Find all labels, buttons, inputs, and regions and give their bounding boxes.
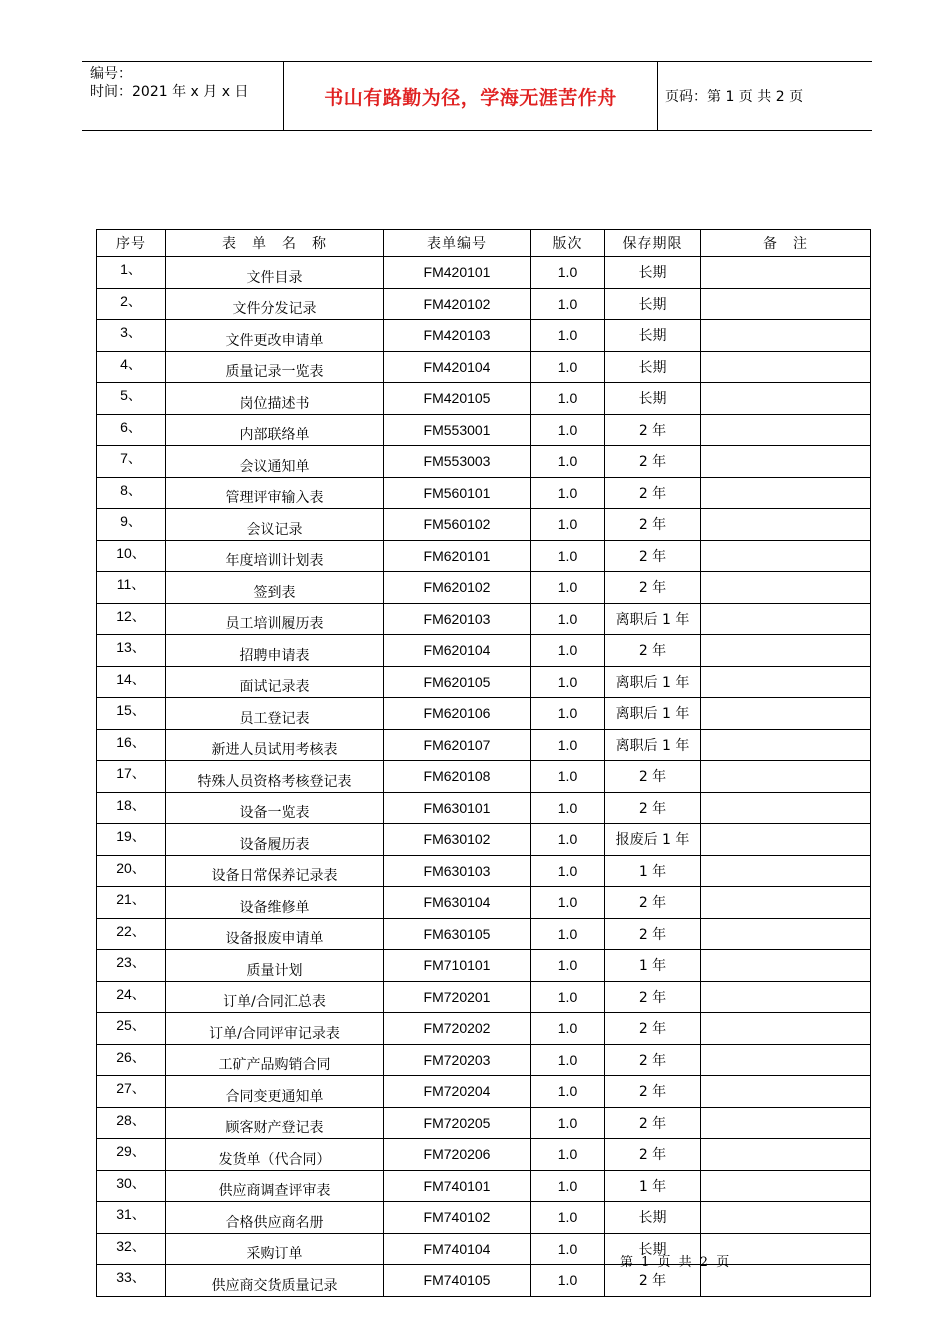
cell-index: 30、 xyxy=(97,1170,166,1202)
cell-remarks xyxy=(701,383,871,415)
cell-retention: 2 年 xyxy=(605,509,701,541)
cell-version: 1.0 xyxy=(531,792,605,824)
cell-remarks xyxy=(701,887,871,919)
cell-form-name: 新进人员试用考核表 xyxy=(166,729,384,761)
cell-version: 1.0 xyxy=(531,950,605,982)
cell-form-name: 设备履历表 xyxy=(166,824,384,856)
cell-index: 17、 xyxy=(97,761,166,793)
table-row xyxy=(97,1013,871,1045)
table-row xyxy=(97,981,871,1013)
cell-remarks xyxy=(701,477,871,509)
cell-form-name: 供应商交货质量记录 xyxy=(166,1265,384,1297)
cell-index: 3、 xyxy=(97,320,166,352)
cell-index: 22、 xyxy=(97,918,166,950)
table-row xyxy=(97,320,871,352)
cell-form-name: 订单/合同评审记录表 xyxy=(166,1013,384,1045)
cell-index: 15、 xyxy=(97,698,166,730)
cell-version: 1.0 xyxy=(531,1076,605,1108)
cell-version: 1.0 xyxy=(531,540,605,572)
cell-remarks xyxy=(701,981,871,1013)
table-row xyxy=(97,698,871,730)
cell-version: 1.0 xyxy=(531,635,605,667)
cell-form-code: FM620108 xyxy=(384,761,531,793)
cell-form-name: 招聘申请表 xyxy=(166,635,384,667)
cell-remarks xyxy=(701,540,871,572)
cell-form-code: FM720205 xyxy=(384,1107,531,1139)
cell-remarks xyxy=(701,635,871,667)
cell-index: 8、 xyxy=(97,477,166,509)
cell-form-code: FM710101 xyxy=(384,950,531,982)
col-header-index: 序号 xyxy=(97,230,166,257)
cell-form-code: FM620104 xyxy=(384,635,531,667)
table-row xyxy=(97,918,871,950)
cell-version: 1.0 xyxy=(531,603,605,635)
cell-remarks xyxy=(701,1076,871,1108)
cell-form-code: FM560102 xyxy=(384,509,531,541)
cell-retention: 2 年 xyxy=(605,1044,701,1076)
cell-version: 1.0 xyxy=(531,824,605,856)
cell-form-code: FM620102 xyxy=(384,572,531,604)
cell-version: 1.0 xyxy=(531,351,605,383)
cell-remarks xyxy=(701,446,871,478)
cell-retention: 2 年 xyxy=(605,1139,701,1171)
table-row xyxy=(97,572,871,604)
cell-version: 1.0 xyxy=(531,288,605,320)
cell-remarks xyxy=(701,288,871,320)
cell-retention: 2 年 xyxy=(605,1013,701,1045)
cell-form-name: 顾客财产登记表 xyxy=(166,1107,384,1139)
cell-form-code: FM740101 xyxy=(384,1170,531,1202)
cell-form-name: 内部联络单 xyxy=(166,414,384,446)
header-page-info: 页码：第 1 页 共 2 页 xyxy=(665,89,804,105)
cell-version: 1.0 xyxy=(531,729,605,761)
cell-remarks xyxy=(701,509,871,541)
cell-form-name: 合同变更通知单 xyxy=(166,1076,384,1108)
cell-index: 10、 xyxy=(97,540,166,572)
header-motto: 书山有路勤为径，学海无涯苦作舟 xyxy=(324,86,617,109)
cell-index: 5、 xyxy=(97,383,166,415)
table-row xyxy=(97,1170,871,1202)
table-row xyxy=(97,855,871,887)
cell-remarks xyxy=(701,1107,871,1139)
cell-version: 1.0 xyxy=(531,1170,605,1202)
cell-index: 12、 xyxy=(97,603,166,635)
cell-remarks xyxy=(701,855,871,887)
table-row xyxy=(97,1076,871,1108)
cell-version: 1.0 xyxy=(531,414,605,446)
cell-remarks xyxy=(701,320,871,352)
cell-index: 4、 xyxy=(97,351,166,383)
cell-index: 7、 xyxy=(97,446,166,478)
table-row xyxy=(97,950,871,982)
table-body xyxy=(97,257,871,1297)
cell-form-name: 岗位描述书 xyxy=(166,383,384,415)
cell-version: 1.0 xyxy=(531,383,605,415)
table-row xyxy=(97,257,871,289)
cell-index: 33、 xyxy=(97,1265,166,1297)
cell-form-name: 员工登记表 xyxy=(166,698,384,730)
cell-form-name: 文件分发记录 xyxy=(166,288,384,320)
cell-index: 19、 xyxy=(97,824,166,856)
page-footer: 第 1 页 共 2 页 xyxy=(620,1255,730,1270)
table-row xyxy=(97,603,871,635)
cell-form-code: FM620105 xyxy=(384,666,531,698)
cell-retention: 离职后 1 年 xyxy=(605,698,701,730)
cell-form-code: FM740102 xyxy=(384,1202,531,1234)
cell-form-name: 采购订单 xyxy=(166,1233,384,1265)
table-row xyxy=(97,792,871,824)
cell-index: 29、 xyxy=(97,1139,166,1171)
cell-form-code: FM630104 xyxy=(384,887,531,919)
cell-form-name: 工矿产品购销合同 xyxy=(166,1044,384,1076)
cell-remarks xyxy=(701,572,871,604)
cell-version: 1.0 xyxy=(531,572,605,604)
cell-version: 1.0 xyxy=(531,1107,605,1139)
cell-retention: 长期 xyxy=(605,320,701,352)
cell-index: 16、 xyxy=(97,729,166,761)
cell-form-code: FM720206 xyxy=(384,1139,531,1171)
cell-form-name: 年度培训计划表 xyxy=(166,540,384,572)
cell-form-code: FM740105 xyxy=(384,1265,531,1297)
cell-retention: 2 年 xyxy=(605,635,701,667)
table-row xyxy=(97,509,871,541)
cell-retention: 2 年 xyxy=(605,477,701,509)
cell-retention: 2 年 xyxy=(605,761,701,793)
table-row xyxy=(97,635,871,667)
cell-index: 2、 xyxy=(97,288,166,320)
cell-form-name: 发货单（代合同） xyxy=(166,1139,384,1171)
cell-form-code: FM420104 xyxy=(384,351,531,383)
table-row xyxy=(97,761,871,793)
cell-remarks xyxy=(701,792,871,824)
table-row xyxy=(97,351,871,383)
cell-version: 1.0 xyxy=(531,477,605,509)
cell-retention: 长期 xyxy=(605,257,701,289)
cell-index: 26、 xyxy=(97,1044,166,1076)
table-row xyxy=(97,1233,871,1265)
cell-retention: 离职后 1 年 xyxy=(605,729,701,761)
cell-form-code: FM630101 xyxy=(384,792,531,824)
cell-remarks xyxy=(701,257,871,289)
col-header-code: 表单编号 xyxy=(384,230,531,257)
cell-remarks xyxy=(701,1202,871,1234)
table-row xyxy=(97,1139,871,1171)
cell-retention: 2 年 xyxy=(605,887,701,919)
cell-retention: 2 年 xyxy=(605,1265,701,1297)
cell-form-name: 订单/合同汇总表 xyxy=(166,981,384,1013)
cell-retention: 1 年 xyxy=(605,1170,701,1202)
header-meta xyxy=(90,65,285,101)
cell-form-name: 文件目录 xyxy=(166,257,384,289)
cell-form-code: FM620101 xyxy=(384,540,531,572)
cell-form-code: FM560101 xyxy=(384,477,531,509)
table-row xyxy=(97,288,871,320)
cell-retention: 2 年 xyxy=(605,446,701,478)
cell-remarks xyxy=(701,1139,871,1171)
cell-version: 1.0 xyxy=(531,666,605,698)
cell-retention: 长期 xyxy=(605,1202,701,1234)
col-header-name: 表 单 名 称 xyxy=(166,230,384,257)
cell-form-code: FM553001 xyxy=(384,414,531,446)
cell-form-name: 员工培训履历表 xyxy=(166,603,384,635)
cell-version: 1.0 xyxy=(531,887,605,919)
col-header-retention: 保存期限 xyxy=(605,230,701,257)
cell-form-name: 会议通知单 xyxy=(166,446,384,478)
cell-form-code: FM420103 xyxy=(384,320,531,352)
col-header-version: 版次 xyxy=(531,230,605,257)
cell-retention: 2 年 xyxy=(605,572,701,604)
table-row xyxy=(97,824,871,856)
cell-form-code: FM720202 xyxy=(384,1013,531,1045)
cell-index: 14、 xyxy=(97,666,166,698)
cell-index: 21、 xyxy=(97,887,166,919)
cell-version: 1.0 xyxy=(531,1202,605,1234)
cell-version: 1.0 xyxy=(531,1265,605,1297)
cell-retention: 长期 xyxy=(605,1233,701,1265)
cell-version: 1.0 xyxy=(531,257,605,289)
cell-version: 1.0 xyxy=(531,918,605,950)
cell-version: 1.0 xyxy=(531,761,605,793)
table-row xyxy=(97,1044,871,1076)
cell-version: 1.0 xyxy=(531,1233,605,1265)
cell-retention: 1 年 xyxy=(605,855,701,887)
cell-retention: 2 年 xyxy=(605,414,701,446)
cell-remarks xyxy=(701,603,871,635)
cell-form-code: FM420102 xyxy=(384,288,531,320)
cell-form-code: FM420101 xyxy=(384,257,531,289)
cell-form-code: FM620106 xyxy=(384,698,531,730)
cell-form-name: 合格供应商名册 xyxy=(166,1202,384,1234)
cell-version: 1.0 xyxy=(531,509,605,541)
cell-retention: 长期 xyxy=(605,288,701,320)
header-divider xyxy=(657,62,658,130)
cell-retention: 报废后 1 年 xyxy=(605,824,701,856)
cell-remarks xyxy=(701,824,871,856)
table-row xyxy=(97,1107,871,1139)
cell-index: 31、 xyxy=(97,1202,166,1234)
col-header-remarks: 备 注 xyxy=(701,230,871,257)
table-header-row xyxy=(97,230,871,257)
cell-remarks xyxy=(701,414,871,446)
cell-version: 1.0 xyxy=(531,855,605,887)
cell-remarks xyxy=(701,351,871,383)
table-row xyxy=(97,1265,871,1297)
cell-form-name: 设备日常保养记录表 xyxy=(166,855,384,887)
cell-retention: 2 年 xyxy=(605,792,701,824)
records-table xyxy=(96,229,871,1297)
cell-form-code: FM620107 xyxy=(384,729,531,761)
cell-form-name: 特殊人员资格考核登记表 xyxy=(166,761,384,793)
cell-form-name: 面试记录表 xyxy=(166,666,384,698)
cell-form-name: 供应商调查评审表 xyxy=(166,1170,384,1202)
cell-retention: 2 年 xyxy=(605,1076,701,1108)
cell-index: 20、 xyxy=(97,855,166,887)
table-row xyxy=(97,383,871,415)
cell-index: 28、 xyxy=(97,1107,166,1139)
cell-form-name: 设备报废申请单 xyxy=(166,918,384,950)
cell-form-code: FM630105 xyxy=(384,918,531,950)
cell-index: 27、 xyxy=(97,1076,166,1108)
cell-version: 1.0 xyxy=(531,446,605,478)
cell-form-name: 管理评审输入表 xyxy=(166,477,384,509)
cell-index: 13、 xyxy=(97,635,166,667)
table-row xyxy=(97,446,871,478)
cell-retention: 长期 xyxy=(605,351,701,383)
cell-index: 24、 xyxy=(97,981,166,1013)
cell-remarks xyxy=(701,950,871,982)
cell-version: 1.0 xyxy=(531,1044,605,1076)
cell-form-code: FM720204 xyxy=(384,1076,531,1108)
cell-form-name: 设备维修单 xyxy=(166,887,384,919)
cell-remarks xyxy=(701,698,871,730)
cell-version: 1.0 xyxy=(531,1139,605,1171)
cell-index: 23、 xyxy=(97,950,166,982)
cell-version: 1.0 xyxy=(531,320,605,352)
cell-remarks xyxy=(701,761,871,793)
cell-version: 1.0 xyxy=(531,1013,605,1045)
time-label: 时间：2021 年 x 月 x 日 xyxy=(90,84,249,100)
cell-index: 9、 xyxy=(97,509,166,541)
cell-remarks xyxy=(701,1044,871,1076)
cell-form-name: 设备一览表 xyxy=(166,792,384,824)
cell-form-code: FM630103 xyxy=(384,855,531,887)
cell-form-code: FM620103 xyxy=(384,603,531,635)
cell-version: 1.0 xyxy=(531,698,605,730)
table-row xyxy=(97,666,871,698)
cell-remarks xyxy=(701,918,871,950)
cell-index: 25、 xyxy=(97,1013,166,1045)
cell-form-code: FM553003 xyxy=(384,446,531,478)
cell-form-name: 文件更改申请单 xyxy=(166,320,384,352)
cell-remarks xyxy=(701,1170,871,1202)
cell-form-name: 质量计划 xyxy=(166,950,384,982)
cell-retention: 2 年 xyxy=(605,918,701,950)
cell-index: 6、 xyxy=(97,414,166,446)
table-row xyxy=(97,887,871,919)
cell-remarks xyxy=(701,1013,871,1045)
cell-form-name: 会议记录 xyxy=(166,509,384,541)
cell-retention: 长期 xyxy=(605,383,701,415)
table-row xyxy=(97,729,871,761)
table-row xyxy=(97,1202,871,1234)
cell-form-name: 质量记录一览表 xyxy=(166,351,384,383)
cell-retention: 2 年 xyxy=(605,981,701,1013)
page-header xyxy=(82,61,872,131)
cell-form-code: FM630102 xyxy=(384,824,531,856)
cell-index: 18、 xyxy=(97,792,166,824)
cell-form-code: FM420105 xyxy=(384,383,531,415)
cell-form-code: FM740104 xyxy=(384,1233,531,1265)
serial-label: 编号： xyxy=(90,66,132,82)
table-row xyxy=(97,414,871,446)
table-row xyxy=(97,540,871,572)
table-row xyxy=(97,477,871,509)
cell-form-name: 签到表 xyxy=(166,572,384,604)
cell-retention: 离职后 1 年 xyxy=(605,603,701,635)
cell-retention: 1 年 xyxy=(605,950,701,982)
cell-form-code: FM720201 xyxy=(384,981,531,1013)
cell-index: 32、 xyxy=(97,1233,166,1265)
cell-remarks xyxy=(701,729,871,761)
cell-retention: 2 年 xyxy=(605,1107,701,1139)
cell-retention: 2 年 xyxy=(605,540,701,572)
cell-index: 1、 xyxy=(97,257,166,289)
cell-index: 11、 xyxy=(97,572,166,604)
cell-retention: 离职后 1 年 xyxy=(605,666,701,698)
cell-version: 1.0 xyxy=(531,981,605,1013)
cell-remarks xyxy=(701,666,871,698)
cell-form-code: FM720203 xyxy=(384,1044,531,1076)
